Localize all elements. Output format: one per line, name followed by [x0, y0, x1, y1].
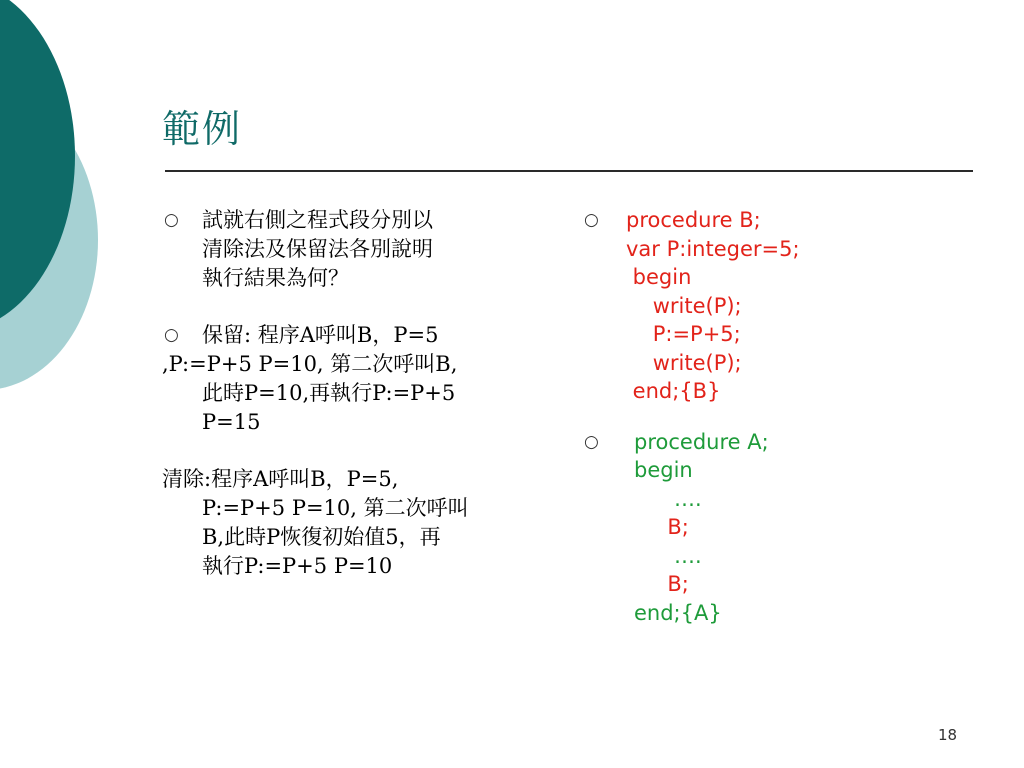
title-divider: [165, 170, 973, 172]
question-line-3: 執行結果為何？: [202, 266, 349, 290]
code-line: procedure B;: [626, 208, 761, 232]
retain-line-1: 保留: 程序A呼叫B，P=5: [202, 323, 439, 347]
right-column: [580, 206, 980, 649]
circle-bullet-icon: ○: [584, 210, 599, 230]
code-line: end;{A}: [634, 600, 722, 625]
retain-line-3: 此時P=10,再執行P:=P+5: [202, 381, 456, 405]
code-line: write(P);: [626, 293, 742, 318]
code-line: begin: [634, 458, 693, 482]
clear-line-4: 執行P:=P+5 P=10: [202, 554, 393, 578]
retain-line-2: ,P:=P+5 P=10, 第二次呼叫B,: [162, 352, 458, 376]
clear-line-3: B,此時P恢復初始值5，再: [202, 525, 441, 549]
code-line: B;: [634, 572, 689, 596]
retain-line-4: P=15: [202, 410, 261, 434]
code-line: procedure A;: [634, 429, 769, 454]
code-line: write(P);: [626, 350, 742, 375]
circle-bullet-icon: ○: [164, 325, 179, 345]
clear-line-2: P:=P+5 P=10, 第二次呼叫: [202, 496, 469, 520]
code-line: B;: [634, 515, 689, 539]
question-item: [162, 206, 542, 293]
retain-item: [162, 321, 542, 350]
code-line: ….: [634, 486, 702, 511]
question-line-2: 清除法及保留法各別說明: [202, 237, 433, 261]
retain-continuation: [162, 350, 542, 437]
circle-bullet-icon: ○: [584, 431, 599, 452]
clear-line-1: 清除:程序A呼叫B，P=5,: [162, 467, 399, 491]
code-line: var P:integer=5;: [626, 236, 800, 261]
decorative-circles: [0, 0, 110, 420]
clear-paragraph: [162, 465, 542, 581]
code-line: end;{B}: [626, 379, 721, 403]
procedure-b-code: [580, 206, 980, 406]
question-line-1: 試就右側之程式段分別以: [202, 208, 433, 232]
code-line: begin: [626, 265, 692, 289]
page-number: 18: [938, 726, 958, 744]
left-column: [162, 206, 542, 609]
circle-bullet-icon: ○: [164, 210, 179, 230]
code-line: P:=P+5;: [626, 322, 741, 346]
procedure-a-code: [580, 428, 980, 628]
slide-title: 範例: [162, 107, 243, 151]
code-line: ….: [634, 543, 702, 568]
